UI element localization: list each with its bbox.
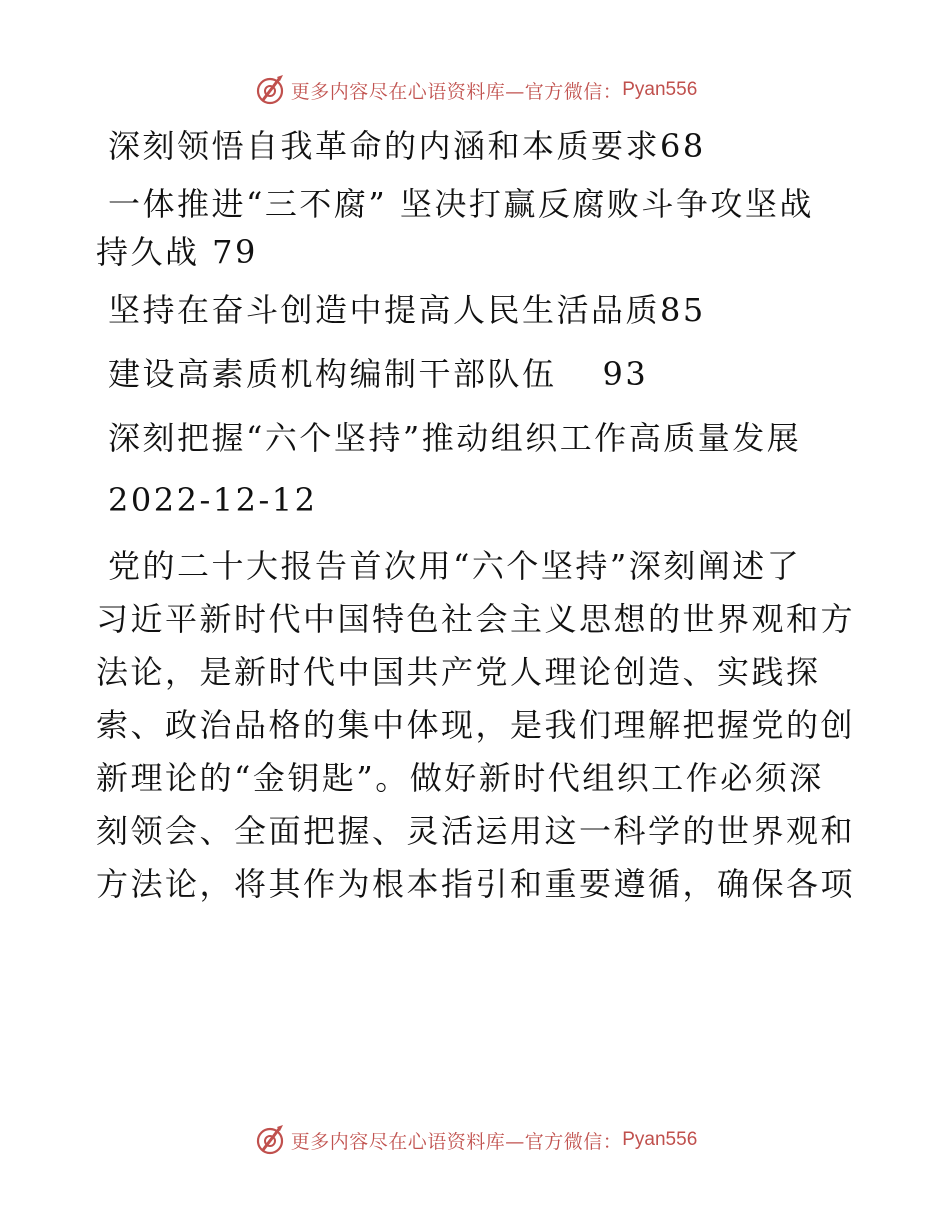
article-date: 2022-12-12 bbox=[108, 481, 318, 519]
paragraph-line: 方法论，将其作为根本指引和重要遵循，确保各项 bbox=[96, 865, 856, 903]
toc-entry bbox=[96, 180, 856, 276]
toc-entry bbox=[96, 350, 856, 398]
toc-entry-title: 建设高素质机构编制干部队伍 bbox=[108, 355, 557, 393]
toc-entry-page: 93 bbox=[602, 355, 649, 393]
toc-entry-text: 一体推进“三不腐” 坚决打赢反腐败斗争攻坚战 bbox=[108, 185, 814, 223]
paragraph-line: 刻领会、全面把握、灵活运用这一科学的世界观和 bbox=[96, 812, 856, 850]
brush-logo-icon bbox=[253, 1123, 287, 1157]
paragraph-line: 索、政治品格的集中体现，是我们理解把握党的创 bbox=[96, 706, 856, 744]
toc-entry-text: 持久战 79 bbox=[96, 233, 258, 271]
toc-entry-text: 深刻领悟自我革命的内涵和本质要求68 bbox=[108, 127, 706, 165]
paragraph-line: 新理论的“金钥匙”。做好新时代组织工作必须深 bbox=[96, 759, 824, 797]
paragraph-line: 法论，是新时代中国共产党人理论创造、实践探 bbox=[96, 653, 821, 691]
watermark-text: 更多内容尽在心语资料库—官方微信： bbox=[290, 80, 623, 103]
article-title-block bbox=[96, 414, 856, 462]
watermark-wechat-id: Pyan556 bbox=[622, 79, 698, 100]
toc-entry-line bbox=[96, 350, 856, 398]
brush-logo-icon bbox=[253, 73, 287, 107]
toc-entry bbox=[96, 286, 856, 334]
watermark-text: 更多内容尽在心语资料库—官方微信： bbox=[290, 1130, 623, 1153]
toc-entry bbox=[96, 122, 856, 170]
article-paragraph bbox=[96, 540, 856, 911]
header-watermark bbox=[0, 70, 950, 110]
toc-entry-text: 坚持在奋斗创造中提高人民生活品质85 bbox=[108, 291, 706, 329]
article-title: 深刻把握“六个坚持”推动组织工作高质量发展 bbox=[108, 419, 802, 457]
watermark-wechat-id: Pyan556 bbox=[622, 1129, 698, 1150]
footer-watermark bbox=[0, 1120, 950, 1160]
paragraph-line: 党的二十大报告首次用“六个坚持”深刻阐述了 bbox=[108, 547, 802, 585]
document-body bbox=[96, 122, 856, 911]
article-date-block bbox=[96, 476, 856, 524]
paragraph-line: 习近平新时代中国特色社会主义思想的世界观和方 bbox=[96, 600, 856, 638]
